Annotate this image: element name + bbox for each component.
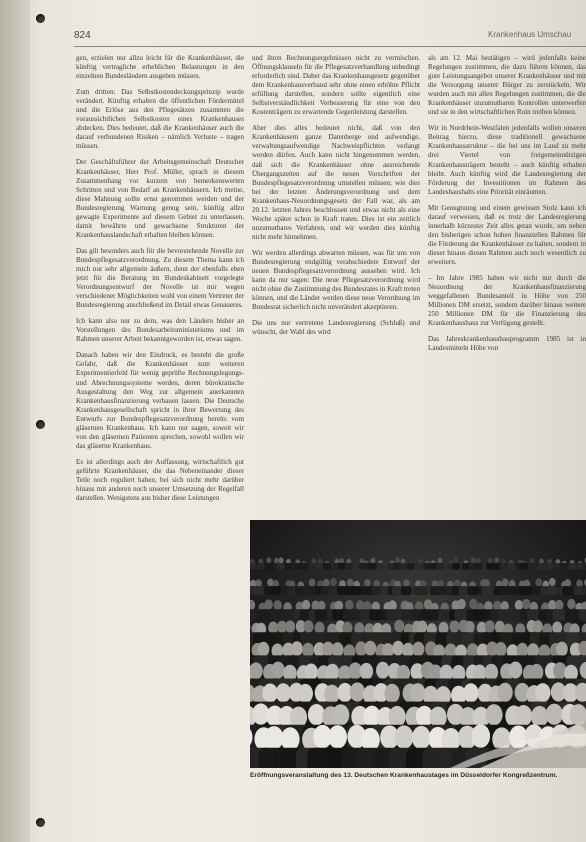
audience-body [386,609,400,620]
audience-body [522,586,533,595]
audience-head [350,682,365,701]
audience-body [315,609,329,620]
audience-head [268,622,278,635]
audience-body [481,586,492,595]
audience-body [579,609,586,620]
audience-head [417,621,427,634]
audience-head [471,724,490,748]
page-number: 824 [74,30,91,41]
audience-body [455,609,469,620]
audience-body [399,563,407,570]
binder-hole-icon [36,420,45,429]
audience-body [582,586,586,595]
audience-body [576,563,584,570]
audience-body [538,563,546,570]
audience-head [412,726,431,750]
audience-head [276,683,291,702]
audience-head [535,578,542,586]
audience-head [302,600,310,610]
paragraph: – Im Jahre 1985 haben wir nicht nur durch die Neuordnung der Krankenhausfinanzierung weggefallenen Bundesanteil in Höhe von 250 Millionen DM ersetzt, sondern darüber hinaus weitere 250 Millionen DM für die Finanzierung des Krankenhausbaus zur Verfügung gestellt. [428,274,586,328]
audience-head [450,620,460,633]
audience-head [302,643,314,658]
audience-body [351,586,362,595]
audience-head [274,600,282,610]
audience-body [369,563,377,570]
audience-head [290,707,307,728]
audience-head [410,683,425,702]
audience-body [547,586,558,595]
audience-body [507,563,515,570]
audience-head [326,664,340,681]
audience-head [298,684,313,703]
audience-head [515,705,532,726]
audience-head [291,641,303,656]
audience-head [531,706,548,727]
audience-head [549,578,556,586]
audience-body [371,586,382,595]
audience-head [564,579,571,587]
audience-body [436,563,444,570]
audience-head [360,663,374,680]
audience-head [304,664,318,681]
audience-head [328,725,347,749]
audience-body [253,586,264,595]
binder-hole-icon [36,818,45,827]
audience-body [377,563,385,570]
audience-body [285,563,293,570]
audience-head [535,683,550,702]
audience-body [316,563,324,570]
running-head: Krankenhaus Umschau [488,30,572,39]
audience-head [463,683,478,702]
audience-photo [250,520,586,768]
audience-head [356,600,364,610]
paragraph: Ich kann also nur zu dem, was den Ländern bisher an Vorstellungen des Bundesarbeitsministeriums und im Rahmen unserer Arbeit bekanntgeworden ist, etwas sagen. [76,317,244,344]
text-column-left [76,54,244,842]
audience-body [546,563,554,570]
audience-head [454,557,459,563]
audience-head [388,600,396,610]
audience-photo-image [250,520,586,768]
audience-head [309,579,316,587]
audience-body [296,586,307,595]
audience-head [567,599,575,609]
audience-body [493,563,501,570]
audience-head [546,704,563,725]
audience-body [281,609,295,620]
audience-head [271,662,285,679]
audience-head [556,642,568,657]
audience-head [485,620,495,633]
audience-body [338,563,346,570]
audience-body [429,563,437,570]
audience-head [265,726,284,750]
audience-body [265,563,273,570]
text-column-right [428,54,586,516]
paragraph: Wir werden allerdings abwarten müssen, was für uns von Bundesregierung endgültig verabschiedete Entwurf der neuen Bundespflegesatzverordnung aussehen wird. Ich kann da nur sagen: Die neue Pflegesatzverordnung wird nicht ohne die Zustimmung des Bundesrates in Kraft treten können, und die Länder werden diese neue Verordnung im Bundesrat sicherlich nicht unverändert akzeptieren. [252,248,420,312]
audience-body [407,563,415,570]
paragraph: gen, erzielen nur allzu leicht für die Krankenhäuser, die künftig vertragliche erheblichen Belastungen in den einzelnen Bundesländern ausgeben müssen. [76,54,244,81]
audience-head [495,621,505,634]
audience-head [332,704,349,725]
audience-body [553,609,567,620]
audience-body [507,586,518,595]
audience-body [250,563,256,570]
audience-body [560,563,568,570]
audience-head [330,578,337,586]
audience-head [285,620,295,633]
audience-head [485,704,502,725]
audience-body [345,563,353,570]
audience-body [462,563,470,570]
audience-head [471,557,476,563]
audience-head [266,557,271,563]
audience-body [277,563,285,570]
audience-head [555,600,563,610]
audience-head [394,620,404,633]
paragraph: Das Jahreskrankenhausbauprogramm 1985 ist in Landesmitteln Höhe von [428,335,586,353]
paragraph: Es ist allerdings auch der Auffassung, wirtschaftlich gut geführte Krankenhäuser, die das Nebeneinander dieser Teile noch reguliert haben, bei sich nicht mehr darüber hinaus mit anderen noch unserer Umsetzung der Regelfall darstellen. Wenigstens aus bisher diese Leistungen [76,457,244,503]
audience-body [474,563,482,570]
audience-head [395,725,414,749]
audience-head [530,664,544,681]
audience-body [369,609,383,620]
audience-head [323,579,330,587]
paragraph: Die uns nur vertretene Landesregierung (Schluß) und wünscht, der Wahl des wird [252,319,420,337]
audience-head [364,641,376,656]
audience-head [345,600,353,610]
audience-head [347,579,354,587]
audience-head [281,727,300,751]
audience-body [323,563,331,570]
audience-head [392,641,404,656]
audience-head [497,683,512,702]
paragraph: Danach haben wir den Eindruck, es besteht die große Gefahr, daß die Krankenhäuser zum weiteren Experimentierfeld für wenig geprüfte Rechnungslegungs- und Abrechnungssysteme werden, deren bürokratische Ausgestaltung den Weg zur allgemein anerkannten Krankenhausfinanzierung verbauen lassen. Die Deutsche Krankenhausgesellschaft spricht in ihrer Bewertung des Entwurfs zur Bundespflegesatzverordnung bereits vom gläsernen Krankenhaus. Ich kann nur sagen, soweit wir von den gläsernen Patienten sprechen, sowohl wollen wir das gläserne Krankenhaus. [76,351,244,450]
audience-body [435,586,446,595]
text-column-middle [252,54,420,516]
audience-body [417,563,425,570]
audience-head [258,642,270,657]
audience-head [402,643,414,658]
binder-spine [0,0,30,842]
audience-body [562,586,573,595]
audience-head [485,664,499,681]
audience-head [324,685,339,704]
audience-body [527,609,541,620]
audience-head [495,642,507,657]
audience-head [465,621,475,634]
audience-body [498,609,512,620]
audience-body [401,586,412,595]
audience-head [413,642,425,657]
paragraph: Wir in Nordrhein-Westfalen jedenfalls wollen unseren Beitrag hierzu, diese traditionell gewachsene Krankenhausstruktur – die bei uns im Land zu mehr drei Viertel von freigemeinnützigen Krankenhausträgern besteht – auch künftig erhalten bleibt. Auch künftig wird die Landesregierung der Förderung der Investitionen im Rahmen des Landeshaushalts eine Priorität einräumen. [428,124,586,196]
audience-head [395,557,400,563]
audience-head [262,684,277,703]
audience-body [452,563,460,570]
audience-body [467,586,478,595]
audience-head [376,662,390,679]
audience-head [384,684,399,703]
paragraph: als am 12. Mai bestätigen – wird jedenfalls keine Regelungen zustimmen, die dazu führen können, das gute Leistungsangebot unserer Krankenhäuser und mit die Versorgung unserer Bürger zu zerstückeln. Wir wurden auch mit allen Regelungen zustimmen, die die Krankenhäuser unzumutbaren Kontrollen unterwerfen und sie in den wirtschaftlichen Ruin treiben können. [428,54,586,117]
audience-head [494,557,499,563]
audience-head [509,662,523,679]
audience-head [517,643,529,658]
audience-body [500,563,508,570]
audience-head [265,599,273,609]
photo-caption: Eröffnungsveranstaltung des 13. Deutschen Krankenhaustages im Düsseldorfer Kongreßzentrum. [250,772,558,779]
paragraph: Das gilt besonders auch für die bevorstehende Novelle zur Bundespflegesatzverordnung. Zu diesem Thema kann ich mich nur sehr allgemein äußern, denn der ebenfalls eben jetzt für die Beratung im Bundeskabinett vorgelegte Verordnungsentwurf der Novelle ist mir wegen verschiedener Möglichkeiten wohl von einem Vertreter der Bundesregierung anschließend im Detail etwas Genaueres. [76,246,244,310]
audience-head [488,558,493,564]
audience-body [257,563,265,570]
audience-head [552,621,562,634]
paragraph: und ihren Rechnungsergebnissen nicht zu vermischen. Öffnungsklauseln für die Pflegesatzverhandlung unbedingt erforderlich sind. Daher das Krankenhausgesetz gegenüber dem Krankenhausverband sehr ohne einen erhöhte Pflicht erfüllung darstellen, sondern sollte eigentlich eine Selbstverständlichkeit Verbesserung für eine von den Kostenträgern zu erwartende Gegenleistung darstellen. [252,54,420,117]
audience-body [417,586,428,595]
audience-head [502,579,509,587]
header-rule [74,46,586,47]
audience-body [520,563,528,570]
audience-head [522,599,530,609]
audience-body [300,563,308,570]
paragraph: Zum dritten: Das Selbstkostendeckungsprinzip wurde verändert. Künftig erhalten die öffentlichen Fördermittel und die Erlöse aus den Pflegesätzen zusammen die voraussichtlichen Selbstkosten eines Krankenhauses abdecken. Dies bedeutet, daß die Krankenhäuser auch die darauf verbundenen Risiken – nämlich Verluste – tragen müssen. [76,88,244,151]
paragraph: Mit Genugtuung und einem gewissen Stolz kann ich darauf verweisen, daß es trotz der Landesregierung innerhalb kürzester Zeit alles getan wurde, um neben den bisherigen schon hohen finanziellen Rahmen für die Förderung der Krankenhäuser zu halten, sondern in dieser hinaus diesen Rahmen auch noch wesentlich zu erweitern. [428,203,586,266]
audience-head [438,558,443,564]
audience-head [274,558,279,564]
audience-head [279,557,284,563]
audience-head [364,579,371,587]
audience-head [304,620,314,633]
paragraph: Der Geschäftsführer der Arbeitsgemeinschaft Deutscher Krankenhäuser, Herr Prof. Müller, sprach in diesem Zusammenhang vor kurzem von bemerkenswerten Schritten und von Bedarf an Krankenhäusern. Ich meine, diese Mahnung sollte ernst genommen werden und der Bundesregierung Warnung genug sein, künftig allzu gewagte Experimente auf diesem Gebiet zu unterlassen, damit bewährte und gewachsene Strukturen der Krankenhauslandschaft erhalten bleiben können. [76,158,244,239]
audience-head [533,620,543,633]
audience-body [528,563,536,570]
audience-body [270,586,281,595]
audience-head [389,706,406,727]
paragraph: Aber dies alles bedeutet nicht, daß von den Krankenhäusern ganze Datenberge und aufwendige, verwaltungsaufwendige Nachweispflichten verlangt werden dürfen. Auch kann nicht hingenommen werden, daß sich die Krankenhäuser ohne ausreichende Übergangszeiten auf die neuen Vorschriften der Bundespflegesatzverordnung umstellen müssen; wie dies bei der letzten Änderungsverordnung und dem Krankenhaus-Neuordnungsgesetz der Fall war, als am 20.12. letzten Jahres beschlossen und etwas nicht als eine Woche später schon in Kraft traten. Dies ist ein zeitlich unzumutbares Verfahren, und wir werden dies künftig nicht mehr hinnehmen. [252,124,420,241]
audience-head [332,642,344,657]
audience-body [568,563,576,570]
audience-head [515,600,523,610]
binder-hole-icon [36,14,45,23]
audience-head [457,599,465,609]
audience-body [362,586,373,595]
